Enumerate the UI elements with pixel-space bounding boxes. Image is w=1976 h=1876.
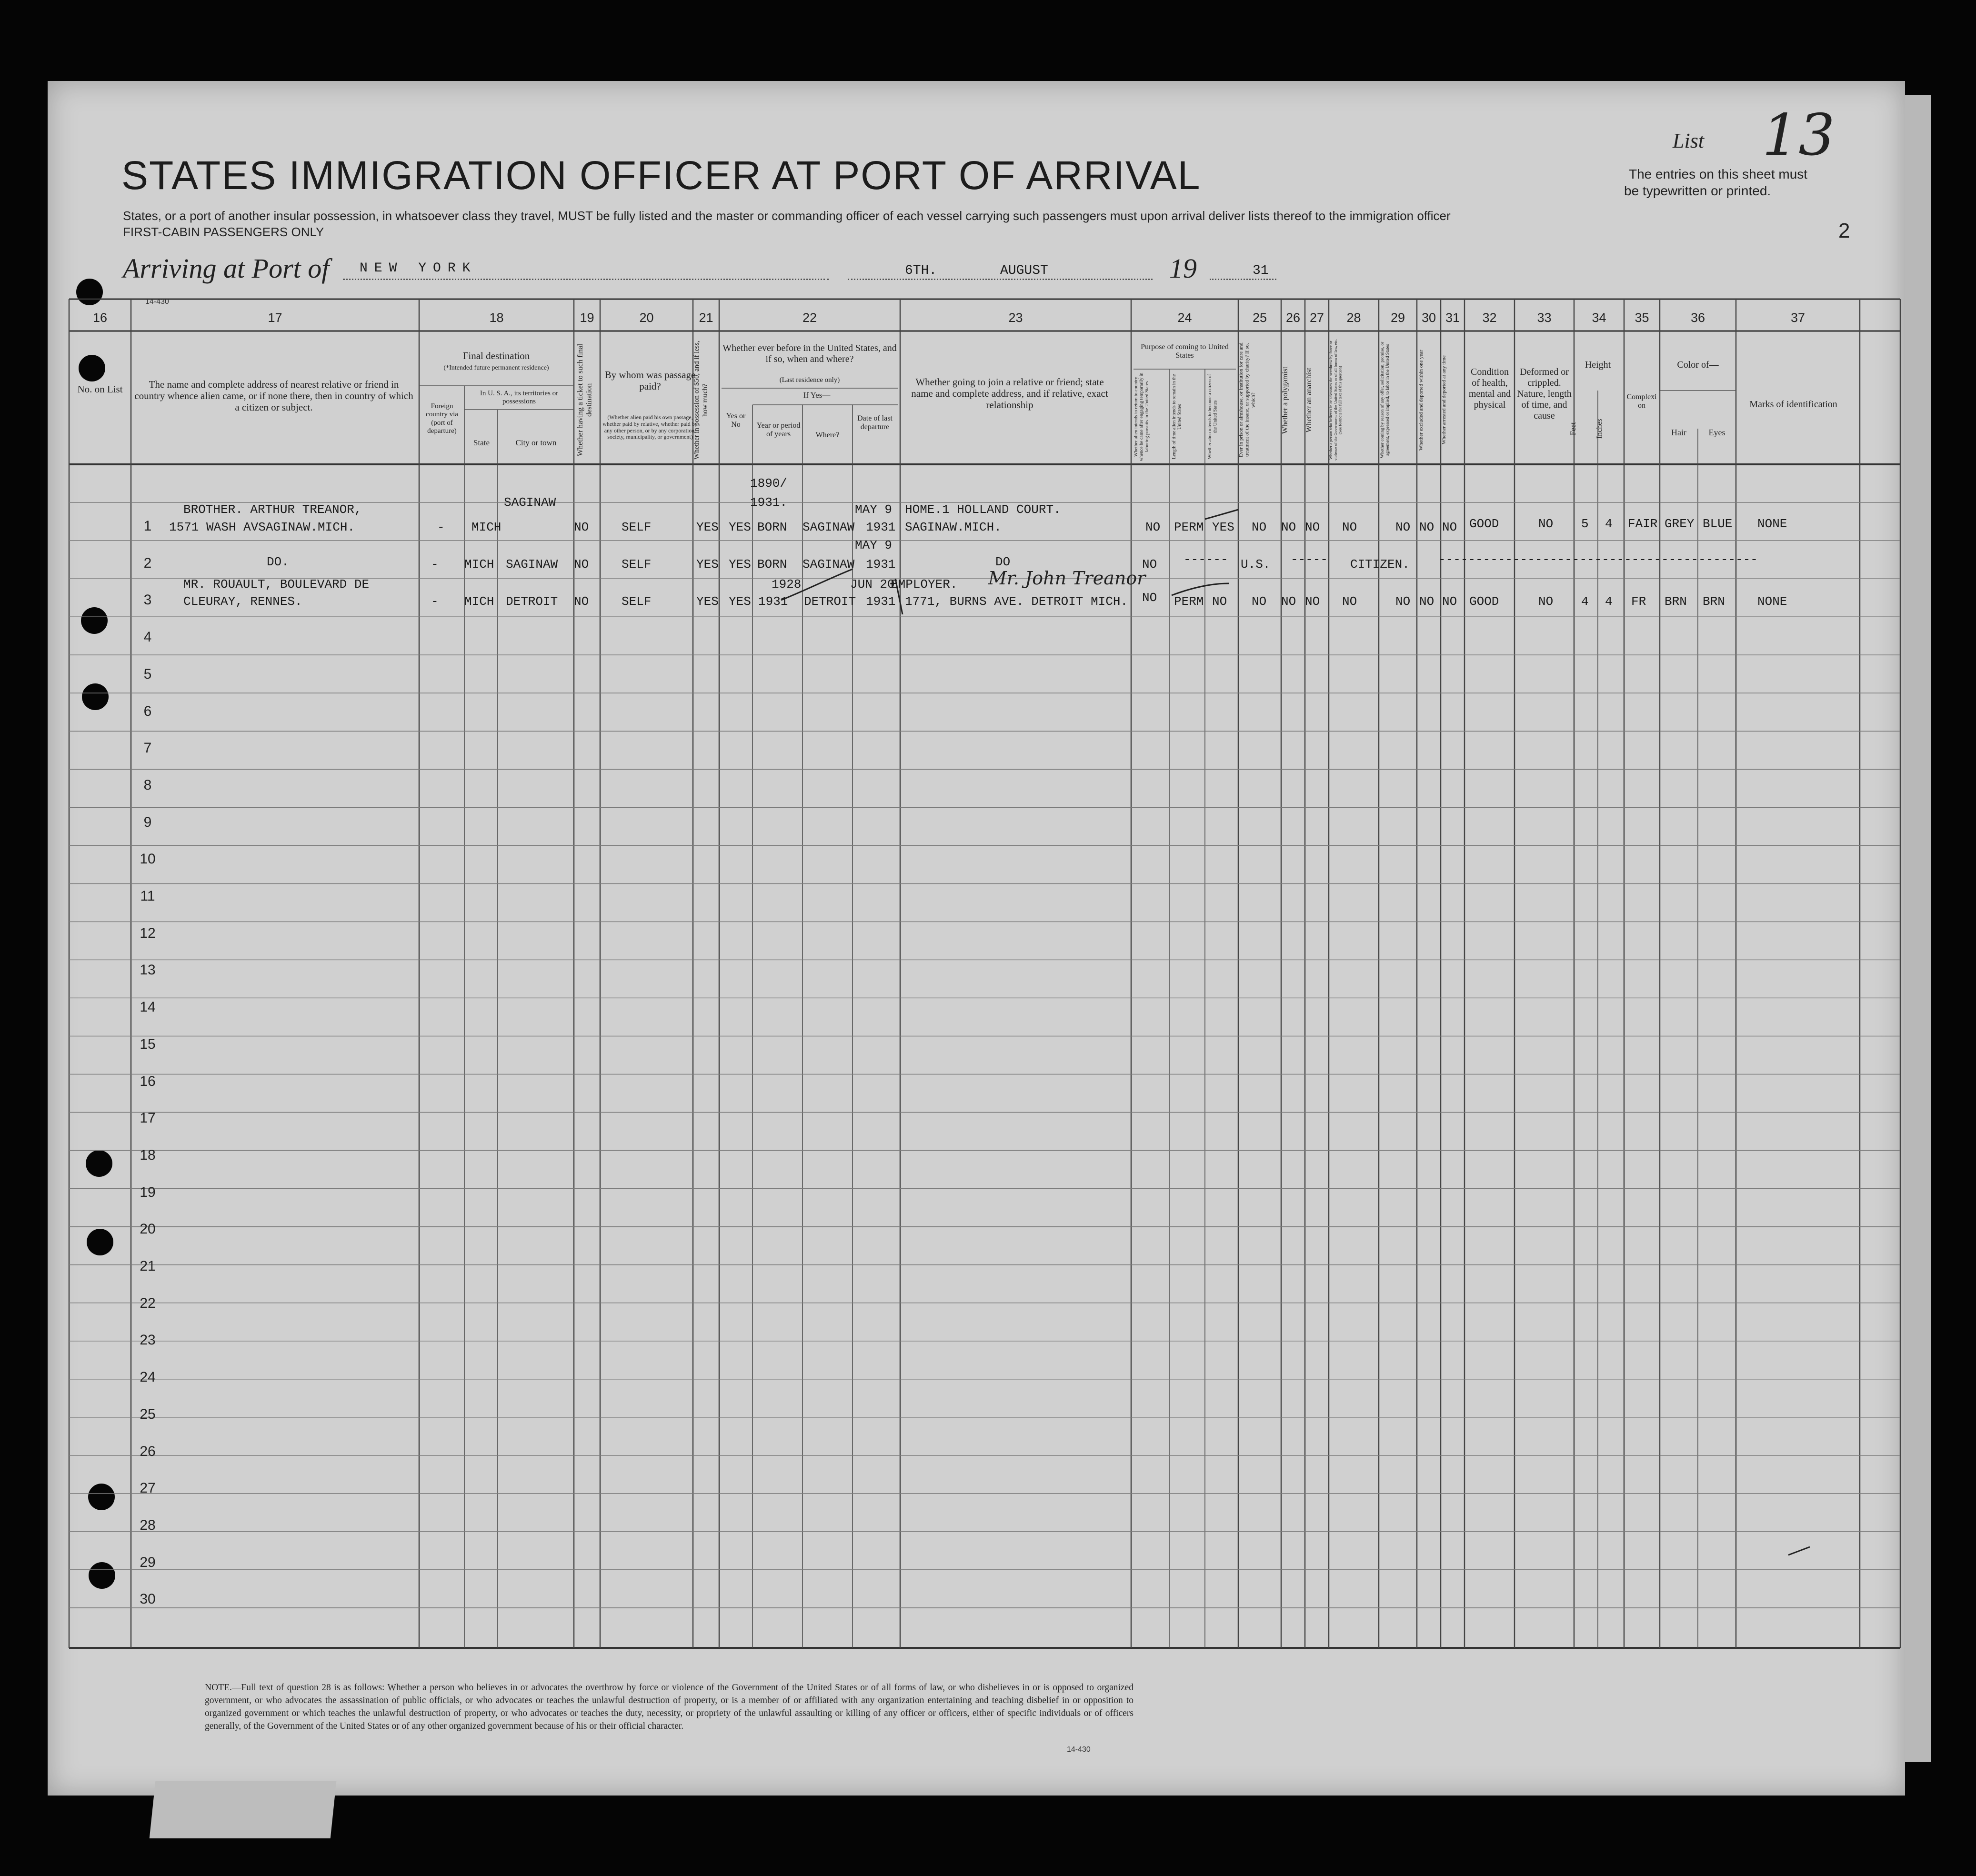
header-subline: States, or a port of another insular possession, in whatsoever class they travel, MUST be fully listed and the master or commanding officer of each vessel carrying such passengers must upon arrival deliver lists thereof to the immigration officer (123, 209, 1451, 223)
row-number-10: 10 (140, 851, 156, 867)
row3-q29: NO (1395, 594, 1411, 609)
row-number-27: 27 (140, 1480, 156, 1496)
row3-marks: NONE (1757, 594, 1787, 609)
row-number-25: 25 (140, 1406, 156, 1422)
row1-date-line2: 1931 (866, 520, 896, 534)
column-number-35: 35 (1635, 311, 1649, 325)
header-col29: Whether coming by reason of any offer, solicitation, promise, or agreement, expressed or implied, to labor in the United States (1380, 341, 1390, 459)
header-col17: The name and complete address of nearest relative or friend in country whence alien came, or if none there, then in country of which a citizen or subject. (134, 379, 413, 413)
header-col32: Condition of health, mental and physical (1468, 367, 1511, 410)
row1-year-line1: 1890/ (750, 476, 788, 491)
header-col27: Whether an anarchist (1305, 368, 1313, 432)
row3-ever-before: YES (729, 594, 751, 609)
page-title: STATES IMMIGRATION OFFICER AT PORT OF ARRIVAL (121, 153, 1201, 198)
row-number-9: 9 (143, 814, 152, 830)
column-number-16: 16 (92, 311, 108, 325)
row3-joining-line1: EMPLOYER. (891, 577, 958, 592)
row-number-16: 16 (140, 1073, 156, 1089)
row2-year: BORN (757, 557, 787, 572)
row-number-4: 4 (143, 629, 152, 645)
header-col28: Whether a person who believes in or advocates the overthrow by force or violence of the Government of the United States or of all forms of law, etc. (See footnote for full text of this question) (1328, 339, 1343, 461)
row2-state: MICH (464, 557, 494, 572)
header-col33: Deformed or crippled. Nature, length of time, and cause (1517, 367, 1572, 421)
row2-joining: DO (995, 555, 1011, 569)
row-number-2: 2 (143, 555, 152, 571)
row2-citizen-note: CITIZEN. (1350, 557, 1410, 572)
row1-joining-line1: HOME.1 HOLLAND COURT. (905, 502, 1061, 517)
row3-date-line2: 1931 (866, 594, 896, 609)
row-number-13: 13 (140, 962, 156, 978)
row-number-28: 28 (140, 1517, 156, 1533)
row3-year-line1: 1928 (772, 577, 802, 592)
row-number-1: 1 (143, 518, 152, 534)
row3-health: GOOD (1469, 594, 1499, 609)
header-col26: Whether a polygamist (1281, 366, 1289, 434)
header-col22-year: Year or period of years (756, 421, 801, 439)
row1-hair: GREY (1665, 517, 1695, 531)
row-number-22: 22 (140, 1295, 156, 1311)
row1-health: GOOD (1469, 517, 1499, 531)
row3-inches: 4 (1605, 594, 1613, 609)
header-col23: Whether going to join a relative or friend; state name and complete address, and if relative, exact relationship (911, 376, 1108, 411)
header-col22-date: Date of last departure (857, 414, 893, 431)
row1-state: MICH (471, 520, 502, 534)
row1-feet: 5 (1581, 517, 1589, 531)
row1-eyes: BLUE (1703, 517, 1733, 531)
form-number-bottom: 14-430 (1067, 1746, 1091, 1754)
row-number-11: 11 (140, 888, 155, 904)
column-number-30: 30 (1421, 311, 1436, 325)
column-number-26: 26 (1285, 311, 1301, 325)
header-col18-state: State (473, 438, 490, 447)
header-col36: Color of— (1677, 360, 1719, 370)
column-number-29: 29 (1390, 311, 1405, 325)
row1-year-line2: 1931. (750, 495, 788, 510)
header-col18: Final destination (462, 350, 530, 361)
row-number-6: 6 (143, 703, 152, 719)
header-col16: No. on List (77, 383, 123, 395)
row2-date-line2: 1931 (866, 557, 896, 572)
row1-foreign: - (437, 520, 445, 534)
row1-year-line3: BORN (757, 520, 787, 534)
row2-dashes-a: ------ (1184, 552, 1228, 567)
row2-prison: U.S. (1241, 557, 1271, 572)
row-number-23: 23 (140, 1332, 156, 1348)
row2-ever-before: YES (729, 557, 751, 572)
header-col24-a: Whether alien intends to return to country whence he came after engaging temporarily in laboring pursuits in the United States (1133, 372, 1150, 461)
header-col34-inches: Inches (1595, 419, 1604, 439)
header-col34-feet: Feet (1569, 422, 1577, 435)
header-col20-sub: (Whether alien paid his own passage, whether paid by relative, whether paid by any other person, or by any corporation, society, municipality, or government) (602, 414, 698, 441)
header-col36-hair: Hair (1671, 428, 1686, 437)
header-col18-usa: In U. S. A., its territories or possessions (480, 390, 559, 406)
header-col30: Whether excluded and deported within one year (1418, 350, 1424, 451)
row3-deformed: NO (1538, 594, 1554, 609)
header-col25: Ever in prison or almshouse, or institution for care and treatment of the insane, or supported by charity? If so, which? (1238, 342, 1256, 458)
row1-q31: NO (1442, 520, 1457, 534)
row-number-19: 19 (140, 1184, 156, 1200)
row-number-24: 24 (140, 1369, 156, 1385)
row3-prison: NO (1252, 594, 1267, 609)
row1-anarchist: NO (1305, 520, 1320, 534)
arrival-day: 6TH. (905, 263, 937, 278)
row1-q28: NO (1342, 520, 1357, 534)
row1-ticket: NO (574, 520, 589, 534)
header-col18-city: City or town (515, 438, 557, 447)
row3-year-line2: 1931 (758, 594, 788, 609)
row-number-12: 12 (140, 925, 156, 941)
column-number-18: 18 (489, 311, 504, 325)
row2-ticket: NO (574, 557, 589, 572)
header-col31: Whether arrested and deported at any time (1441, 355, 1447, 445)
header-col24-c: Whether alien intends to become a citizen of the United States (1207, 374, 1218, 460)
list-number: 13 (1762, 102, 1835, 169)
row2-where: SAGINAW (802, 557, 855, 572)
class-note: FIRST-CABIN PASSENGERS ONLY (123, 225, 324, 239)
row3-return: NO (1142, 591, 1157, 605)
column-number-32: 32 (1482, 311, 1497, 325)
row-number-29: 29 (140, 1554, 156, 1570)
row3-length: PERM (1174, 594, 1204, 609)
entries-note-line1: The entries on this sheet must (1629, 167, 1808, 181)
page-number: 2 (1838, 219, 1850, 242)
row1-q29: NO (1395, 520, 1411, 534)
column-number-33: 33 (1537, 311, 1552, 325)
row2-foreign: - (431, 557, 439, 572)
row1-ever-before: YES (729, 520, 751, 534)
row-number-8: 8 (143, 777, 152, 793)
row1-marks: NONE (1757, 517, 1787, 531)
row3-eyes: BRN (1703, 594, 1725, 609)
column-number-28: 28 (1346, 311, 1361, 325)
row2-dashes-b: ----- (1291, 552, 1328, 567)
row3-where: DETROIT (804, 594, 856, 609)
row3-anarchist: NO (1305, 594, 1320, 609)
row-number-30: 30 (140, 1591, 156, 1607)
row1-joining-line2: SAGINAW.MICH. (905, 520, 1002, 534)
row1-complexion: FAIR (1628, 517, 1658, 531)
header-col18-foreign: Foreign country via (port of departure) (426, 402, 458, 435)
row1-deformed: NO (1538, 517, 1554, 531)
row3-relative-line2: CLEURAY, RENNES. (183, 594, 302, 609)
row-number-20: 20 (140, 1221, 156, 1237)
row3-polygamist: NO (1281, 594, 1296, 609)
header-col24: Purpose of coming to United States (1141, 343, 1229, 360)
row3-feet: 4 (1581, 594, 1589, 609)
row-number-17: 17 (140, 1110, 156, 1126)
column-number-27: 27 (1309, 311, 1324, 325)
row3-city: DETROIT (506, 594, 558, 609)
header-col21: Whether in possession of $50, and if less, how much? (693, 341, 709, 460)
row-number-18: 18 (140, 1147, 156, 1163)
row3-relative-line1: MR. ROUAULT, BOULEVARD DE (183, 577, 370, 592)
handwritten-signature: Mr. John Treanor (988, 568, 1146, 589)
column-number-24: 24 (1177, 311, 1192, 325)
row1-polygamist: NO (1281, 520, 1296, 534)
row3-fifty: YES (696, 594, 719, 609)
row1-length: PERM (1174, 520, 1204, 534)
column-number-22: 22 (802, 311, 817, 325)
header-col36-eyes: Eyes (1708, 428, 1725, 437)
row3-hair: BRN (1665, 594, 1687, 609)
row-number-26: 26 (140, 1443, 156, 1459)
header-col35: Complexion (1626, 393, 1657, 410)
row1-return: NO (1145, 520, 1161, 534)
column-number-36: 36 (1690, 311, 1705, 325)
header-col34: Height (1585, 360, 1611, 370)
row1-date-line1: MAY 9 (855, 502, 893, 517)
row1-q30: NO (1419, 520, 1434, 534)
row1-where: SAGINAW (802, 520, 855, 534)
header-col19: Whether having a ticket to such final destination (576, 343, 593, 457)
header-col18-sub: (*Intended future permanent residence) (443, 364, 549, 371)
arrival-year-prefix: 19 (1169, 253, 1197, 284)
row1-paid-by: SELF (622, 520, 652, 534)
column-number-37: 37 (1790, 311, 1805, 325)
column-number-20: 20 (639, 311, 654, 325)
row3-q28: NO (1342, 594, 1357, 609)
column-number-31: 31 (1445, 311, 1460, 325)
row3-joining-line2: 1771, BURNS AVE. DETROIT MICH. (905, 594, 1128, 609)
arrival-port: NEW YORK (360, 261, 477, 276)
header-col22-yesno: Yes or No (726, 412, 746, 429)
row-number-3: 3 (143, 592, 152, 608)
row2-city: SAGINAW (506, 557, 558, 572)
row1-inches: 4 (1605, 517, 1613, 531)
row2-date-line1: MAY 9 (855, 538, 893, 552)
row-number-21: 21 (140, 1258, 156, 1274)
row1-fifty: YES (696, 520, 719, 534)
row3-ticket: NO (574, 594, 589, 609)
row3-state: MICH (464, 594, 494, 609)
header-col22-ifyes: If Yes— (803, 391, 831, 400)
row3-q30: NO (1419, 594, 1434, 609)
column-number-19: 19 (580, 311, 594, 325)
footnote-question-28: NOTE.—Full text of question 28 is as follows: Whether a person who believes in or advocates the overthrow by force or violence of the Government of the United States or of all forms of law, or who disbelieves in or is opposed to organized government, or who advocates the assassination of public officials, or who advocates or teaches the unlawful destruction of property, or is a member of or affiliated with any organization entertaining and teaching disbelief in or opposition to organized government or which teaches the unlawful destruction of property, or who advocates or teaches the duty, necessity, or propriety of the unlawful assaulting or killing of any officer or officers, either of specific individuals or of officers generally, of the Government of the United States or of any other organized government because of his or their official character. (205, 1683, 1133, 1731)
row2-fifty: YES (696, 557, 719, 572)
header-col20: By whom was passage paid? (604, 369, 696, 392)
row3-foreign: - (431, 594, 439, 609)
row3-q31: NO (1442, 594, 1457, 609)
arrival-month: AUGUST (1000, 263, 1048, 278)
list-label: List (1673, 129, 1705, 152)
row1-relative-line1: BROTHER. ARTHUR TREANOR, (183, 502, 362, 517)
row-number-14: 14 (140, 999, 156, 1015)
row1-relative-line2: 1571 WASH AVSAGINAW.MICH. (169, 520, 355, 534)
row2-return: NO (1142, 557, 1157, 572)
form-number-top: 14-430 (145, 298, 169, 306)
column-number-23: 23 (1008, 311, 1023, 325)
entries-note-line2: be typewritten or printed. (1624, 183, 1771, 198)
row1-city: SAGINAW (504, 495, 556, 510)
arrival-year-suffix: 31 (1253, 263, 1269, 278)
row-number-7: 7 (143, 740, 152, 756)
row1-citizen: YES (1212, 520, 1234, 534)
row-number-15: 15 (140, 1036, 156, 1052)
header-col24-b: Length of time alien intends to remain in the United States (1172, 374, 1183, 460)
row3-date-line1: JUN 20 (850, 577, 895, 592)
row3-citizen: NO (1212, 594, 1227, 609)
row2-dashes-c: ------------------------------------------- (1438, 552, 1758, 567)
row2-paid-by: SELF (622, 557, 652, 572)
header-col22-sub: (Last residence only) (779, 376, 840, 384)
row3-complexion: FR (1631, 594, 1646, 609)
row1-prison: NO (1252, 520, 1267, 534)
column-number-17: 17 (268, 311, 282, 325)
row3-paid-by: SELF (622, 594, 652, 609)
column-number-25: 25 (1252, 311, 1267, 325)
column-number-21: 21 (699, 311, 713, 325)
header-col22-where: Where? (815, 431, 840, 439)
row2-relative: DO. (267, 555, 289, 569)
row-number-5: 5 (143, 666, 152, 682)
column-number-34: 34 (1592, 311, 1606, 325)
header-col22: Whether ever before in the United States, and if so, when and where? (722, 343, 897, 364)
arriving-label: Arriving at Port of (123, 253, 330, 284)
header-col37: Marks of identification (1749, 399, 1837, 410)
